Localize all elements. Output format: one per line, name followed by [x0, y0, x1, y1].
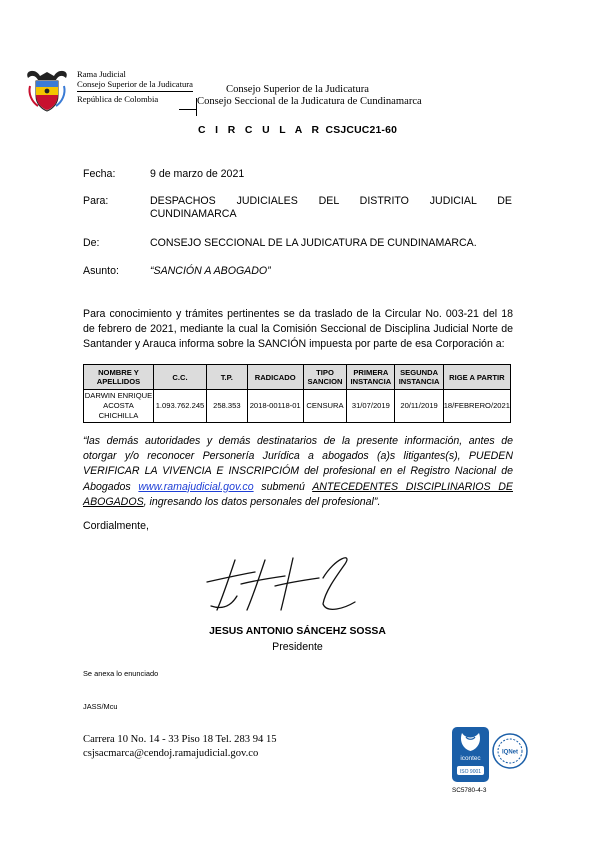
- icontec-certification-icon: [452, 727, 489, 782]
- sanction-table: [83, 364, 511, 423]
- handwritten-signature: [195, 548, 375, 622]
- header-radicado: RADICADO: [247, 365, 303, 390]
- circular-title: [0, 125, 595, 136]
- para-value-line2: CUNDINAMARCA: [150, 208, 237, 220]
- org-name-rama-judicial: Rama Judicial: [77, 69, 126, 79]
- footer-address: Carrera 10 No. 14 - 33 Piso 18 Tel. 283 94 15: [83, 734, 277, 745]
- council-name-superior: Consejo Superior de la Judicatura: [226, 84, 369, 95]
- icontec-label: icontec: [460, 755, 481, 762]
- quote-line: otorgar y/o reconocer Personería Jurídica a abogados (a)s litigantes(s), PUEDEN: [83, 450, 513, 463]
- cell-tipo: CENSURA: [303, 390, 347, 423]
- iqnet-certification-icon: [492, 733, 528, 769]
- org-name-consejo-superior: Consejo Superior de la Judicatura: [77, 79, 193, 89]
- signer-name: JESUS ANTONIO SÁNCEHZ SOSSA: [209, 626, 386, 637]
- de-label: De:: [83, 237, 100, 249]
- header-underline: [179, 109, 197, 110]
- intro-paragraph: [83, 307, 513, 353]
- table-row: [84, 390, 511, 423]
- para-value-text: DESPACHOS JUDICIALES DEL DISTRITO JUDICIAL DE: [150, 195, 512, 207]
- quote-line: ABOGADOS, ingresando los datos personales del profesional”.: [83, 495, 381, 508]
- intro-line: de febrero de 2021, mediante la cual la Comisión Seccional de Disciplina Judicial Norte de: [83, 323, 513, 336]
- para-value-line1: [150, 195, 512, 207]
- council-name-seccional: Consejo Seccional de la Judicatura de Cundinamarca: [197, 96, 422, 107]
- para-label: Para:: [83, 195, 109, 207]
- footer-email: csjsacmarca@cendoj.ramajudicial.gov.co: [83, 748, 259, 759]
- letterhead-logo-block: [22, 64, 202, 124]
- de-value: CONSEJO SECCIONAL DE LA JUDICATURA DE CUNDINAMARCA.: [150, 237, 477, 249]
- cell-tp: 258.353: [207, 390, 248, 423]
- table-header-row: [84, 365, 511, 390]
- quote-line: VERIFICAR LA VIVENCIA E INSCRIPCIÓM del profesional en el Registro Nacional de: [83, 465, 513, 478]
- quote-line: Abogados www.ramajudicial.gov.co submenú ANTECEDENTES DISCIPLINARIOS DE: [83, 480, 513, 493]
- iqnet-label: IQNet: [501, 749, 519, 756]
- header-rige: RIGE A PARTIR: [443, 365, 510, 390]
- header-cc: C.C.: [153, 365, 206, 390]
- annex-note: Se anexa lo enunciado: [83, 669, 159, 678]
- cell-primera: 31/07/2019: [347, 390, 395, 423]
- header-divider: [77, 91, 193, 92]
- initials: JASS/Mcu: [83, 702, 118, 711]
- iso-label: ISO 9001: [459, 769, 482, 775]
- coat-of-arms-icon: [22, 64, 72, 114]
- header-tipo: TIPO SANCION: [303, 365, 347, 390]
- fecha-label: Fecha:: [83, 168, 116, 180]
- cell-segunda: 20/11/2019: [395, 390, 443, 423]
- circular-code: CSJCUC21-60: [325, 125, 398, 136]
- asunto-label: Asunto:: [83, 265, 119, 277]
- cell-rige: 18/FEBRERO/2021: [443, 390, 510, 423]
- header-primera: PRIMERA INSTANCIA: [347, 365, 395, 390]
- quote-line: “las demás autoridades y demás destinatarios de la presente información, antes de: [83, 435, 513, 447]
- salutation: Cordialmente,: [83, 520, 149, 532]
- asunto-value: “SANCIÓN A ABOGADO”: [150, 265, 271, 277]
- header-nombre: NOMBRE Y APELLIDOS: [84, 365, 154, 390]
- header-vertical-rule: [196, 98, 197, 116]
- intro-line: Santander y Arauca informa sobre la SANCIÓN impuesta por parte de esa Corporación a:: [83, 338, 505, 351]
- cell-nombre: DARWIN ENRIQUE ACOSTA CHICHILLA: [84, 390, 154, 423]
- circular-prefix: C I R C U L A R: [197, 125, 323, 136]
- org-name-republica: República de Colombia: [77, 94, 159, 104]
- quote-paragraph: [83, 434, 513, 510]
- cell-cc: 1.093.762.245: [153, 390, 206, 423]
- header-tp: T.P.: [207, 365, 248, 390]
- ramajudicial-link[interactable]: www.ramajudicial.gov.co: [138, 480, 254, 493]
- certificate-code: SC5780-4-3: [452, 787, 487, 794]
- intro-line: Para conocimiento y trámites pertinentes se da traslado de la Circular No. 003-21 del 18: [83, 308, 513, 320]
- cell-radicado: 2018-00118-01: [247, 390, 303, 423]
- header-segunda: SEGUNDA INSTANCIA: [395, 365, 443, 390]
- fecha-value: 9 de marzo de 2021: [150, 168, 245, 180]
- signer-role: Presidente: [272, 641, 323, 653]
